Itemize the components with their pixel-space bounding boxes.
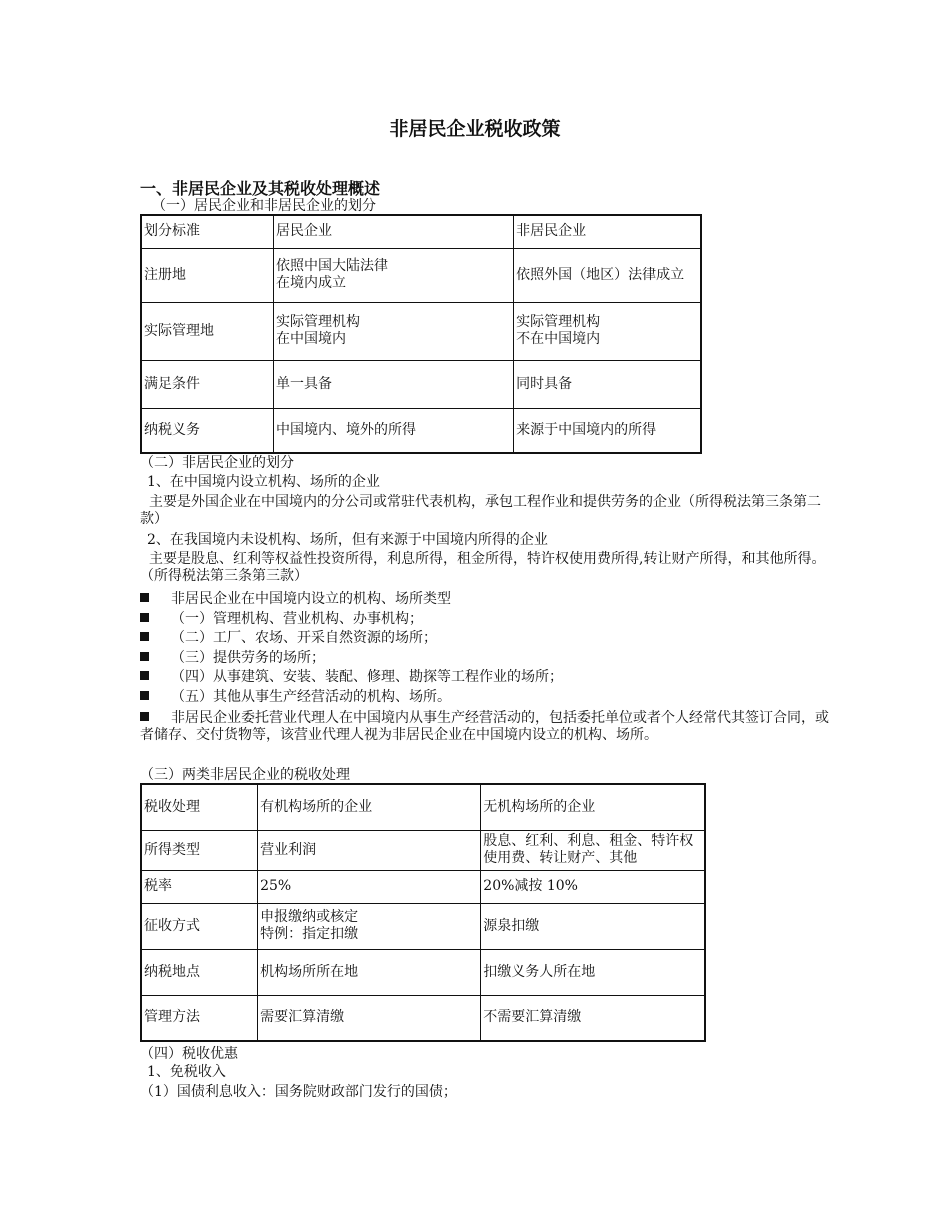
- tax-treatment-table-cell: 管理方法: [141, 995, 258, 1041]
- tax-treatment-table-row: [141, 784, 705, 830]
- residency-table-cell: 单一具备: [274, 360, 514, 408]
- residency-table-row: [141, 302, 701, 360]
- bullet-text: （一）管理机构、营业机构、办事机构；: [171, 611, 423, 627]
- tax-treatment-table-cell: 20%减按 10%: [481, 870, 705, 903]
- tax-treatment-table-cell: 无机构场所的企业: [481, 784, 705, 830]
- tax-treatment-table-row: [141, 903, 705, 949]
- tax-treatment-table-cell: 有机构场所的企业: [258, 784, 481, 830]
- bullet-item: [140, 591, 451, 608]
- residency-table-cell: 依照中国大陆法律 在境内成立: [274, 248, 514, 302]
- tax-treatment-table-cell: 需要汇算清缴: [258, 995, 481, 1041]
- bullet-text: （四）从事建筑、安装、装配、修理、勘探等工程作业的场所；: [171, 669, 563, 685]
- bullet-text: （三）提供劳务的场所；: [171, 650, 325, 666]
- item-2-title: 2、在我国境内未设机构、场所，但有来源于中国境内所得的企业: [147, 532, 548, 548]
- residency-table-cell: 同时具备: [514, 360, 701, 408]
- bullet-square: [140, 691, 149, 700]
- section-heading: 一、非居民企业及其税收处理概述: [140, 179, 381, 198]
- bullet-text: 非居民企业在中国境内设立的机构、场所类型: [171, 591, 451, 607]
- residency-table-cell: 实际管理机构 不在中国境内: [514, 302, 701, 360]
- tax-treatment-table-cell: 纳税地点: [141, 949, 258, 995]
- residency-table-cell: 划分标准: [141, 215, 274, 248]
- tax-treatment-table-cell: 税收处理: [141, 784, 258, 830]
- tax-treatment-table-cell: 税率: [141, 870, 258, 903]
- bullet-square: [140, 671, 149, 680]
- residency-table-cell: 满足条件: [141, 360, 274, 408]
- tax-treatment-table: [140, 783, 706, 1042]
- residency-table-cell: 纳税义务: [141, 408, 274, 453]
- bullet-square: [140, 652, 149, 661]
- subheading-2: （二）非居民企业的划分: [140, 455, 294, 471]
- residency-table-cell: 注册地: [141, 248, 274, 302]
- residency-table-cell: 依照外国（地区）法律成立: [514, 248, 701, 302]
- bullet-text: （五）其他从事生产经营活动的机构、场所。: [171, 689, 451, 705]
- tax-treatment-table-cell: 机构场所所在地: [258, 949, 481, 995]
- residency-table-cell: 非居民企业: [514, 215, 701, 248]
- subheading-3: （三）两类非居民企业的税收处理: [140, 767, 350, 783]
- agent-bullet-paragraph: [140, 710, 830, 744]
- tax-treatment-table-row: [141, 995, 705, 1041]
- item-1-title: 1、在中国境内设立机构、场所的企业: [147, 474, 380, 490]
- exempt-income-title: 1、免税收入: [147, 1064, 226, 1080]
- page-title: 非居民企业税收政策: [389, 118, 561, 140]
- residency-table-cell: 来源于中国境内的所得: [514, 408, 701, 453]
- tax-treatment-table-cell: 不需要汇算清缴: [481, 995, 705, 1041]
- residency-table-row: [141, 248, 701, 302]
- bullet-item: [140, 611, 423, 628]
- subheading-1: （一）居民企业和非居民企业的划分: [152, 198, 376, 214]
- subheading-4: （四）税收优惠: [140, 1046, 238, 1062]
- item-1-text: 主要是外国企业在中国境内的分公司或常驻代表机构，承包工程作业和提供劳务的企业（所得税法第三条第二款）: [140, 494, 821, 527]
- bullet-item: [140, 650, 325, 667]
- item-2-text: 主要是股息、红利等权益性投资所得，利息所得，租金所得，特许权使用费所得,转让财产所得，和其他所得。（所得税法第三条第三款）: [140, 551, 826, 584]
- bullet-square: [140, 613, 149, 622]
- residency-table-row: [141, 215, 701, 248]
- tax-treatment-table-cell: 股息、红利、利息、租金、特许权使用费、转让财产、其他: [481, 830, 705, 870]
- tax-treatment-table-cell: 申报缴纳或核定 特例：指定扣缴: [258, 903, 481, 949]
- residency-table: [140, 214, 702, 454]
- residency-table-cell: 居民企业: [274, 215, 514, 248]
- residency-table-cell: 中国境内、境外的所得: [274, 408, 514, 453]
- tax-treatment-table-cell: 所得类型: [141, 830, 258, 870]
- residency-table-row: [141, 408, 701, 453]
- tax-treatment-table-cell: 扣缴义务人所在地: [481, 949, 705, 995]
- agent-bullet-text: 非居民企业委托营业代理人在中国境内从事生产经营活动的，包括委托单位或者个人经常代其签订合同，或者储存、交付货物等，该营业代理人视为非居民企业在中国境内设立的机构、场所。: [140, 710, 829, 743]
- bullet-square: [140, 632, 149, 641]
- residency-table-row: [141, 360, 701, 408]
- bullet-item: [140, 669, 563, 686]
- tax-treatment-table-row: [141, 870, 705, 903]
- bullet-square: [140, 712, 149, 721]
- tax-treatment-table-cell: 营业利润: [258, 830, 481, 870]
- treasury-interest-item: （1）国债利息收入：国务院财政部门发行的国债；: [140, 1084, 457, 1100]
- bullet-item: [140, 689, 451, 706]
- residency-table-cell: 实际管理地: [141, 302, 274, 360]
- tax-treatment-table-row: [141, 949, 705, 995]
- tax-treatment-table-cell: 源泉扣缴: [481, 903, 705, 949]
- tax-treatment-table-cell: 25%: [258, 870, 481, 903]
- residency-table-cell: 实际管理机构 在中国境内: [274, 302, 514, 360]
- bullet-square: [140, 593, 149, 602]
- bullet-item: [140, 630, 437, 647]
- tax-treatment-table-row: [141, 830, 705, 870]
- tax-treatment-table-cell: 征收方式: [141, 903, 258, 949]
- bullet-text: （二）工厂、农场、开采自然资源的场所；: [171, 630, 437, 646]
